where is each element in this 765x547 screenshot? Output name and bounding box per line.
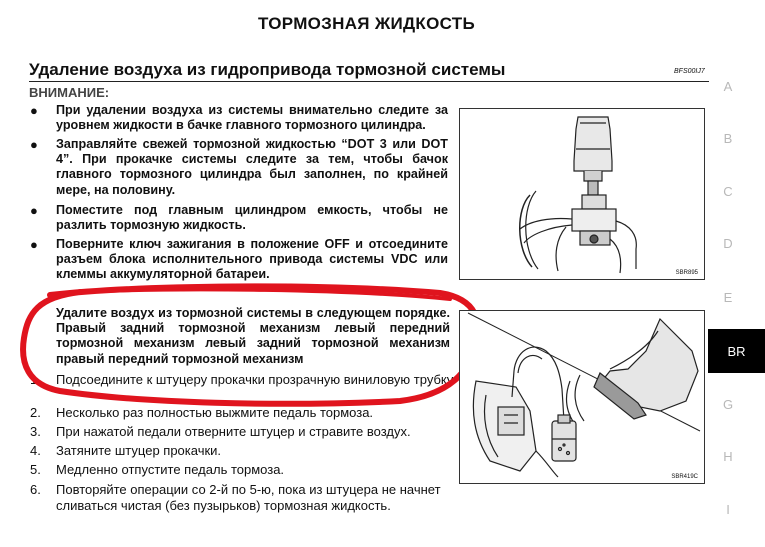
step-number-6: 6. — [30, 482, 41, 497]
section-title: Удаление воздуха из гидропривода тормозной системы — [29, 60, 506, 79]
step-text-5: Медленно отпустите педаль тормоза. — [56, 462, 285, 477]
sidebar-index-g[interactable]: G — [722, 397, 734, 412]
step-text-2: Несколько раз полностью выжмите педаль тормоза. — [56, 405, 374, 420]
sidebar-index-e[interactable]: E — [723, 290, 733, 305]
red-marker-outline — [20, 283, 485, 408]
caliper-bleeding-illustration — [460, 311, 704, 483]
step-number-3: 3. — [30, 424, 41, 439]
step-number-4: 4. — [30, 443, 41, 458]
page-title: ТОРМОЗНАЯ ЖИДКОСТЬ — [258, 14, 475, 33]
sidebar-index-i[interactable]: I — [726, 502, 730, 517]
step-text-1: Подсоедините к штуцеру прокачки прозрачную виниловую трубку. — [56, 372, 456, 387]
figure-code-bottom: SBR419C — [671, 474, 698, 480]
bleeding-order-text: Удалите воздух из тормозной системы в следующем порядке. Правый задний тормозной механизм левый передний тормозной механизм левый задний тормозной механизм правый передний тормозной механизм — [56, 306, 450, 366]
step-number-5: 5. — [30, 462, 41, 477]
master-cylinder-illustration — [460, 109, 704, 279]
sidebar-index-d[interactable]: D — [723, 236, 733, 251]
step-text-4: Затяните штуцер прокачки. — [56, 443, 222, 458]
warning-text-4: Поверните ключ зажигания в положение OFF и отсоедините разъем блока исполнительного привода системы VDC или клеммы аккумуляторной батареи. — [56, 237, 448, 282]
step-text-6: Повторяйте операции со 2-й по 5-ю, пока из штуцера не начнет сливаться чистая (без пузырьков) тормозная жидкость. — [56, 482, 441, 513]
figure-code-top: SBR895 — [675, 270, 698, 276]
step-number-1: 1. — [30, 372, 41, 387]
bullet-3: ● — [30, 203, 38, 218]
step-number-2: 2. — [30, 405, 41, 420]
sidebar-index-b[interactable]: B — [723, 131, 733, 146]
warning-label: ВНИМАНИЕ: — [29, 85, 110, 100]
sidebar-index-h[interactable]: H — [723, 449, 733, 464]
bullet-1: ● — [30, 103, 38, 118]
warning-text-2: Заправляйте свежей тормозной жидкостью “DOT 3 или DOT 4”. При прокачке системы следите за тем, чтобы бачок главного тормозного цилиндра был заполнен, по крайней мере, на половину. — [56, 137, 448, 197]
step-text-3: При нажатой педали отверните штуцер и стравите воздух. — [56, 424, 411, 439]
bullet-2: ● — [30, 137, 38, 152]
warning-text-3: Поместите под главным цилиндром емкость, чтобы не разлить тормозную жидкость. — [56, 203, 448, 233]
sidebar-index-c[interactable]: C — [723, 184, 733, 199]
bullet-4: ● — [30, 237, 38, 252]
section-code: BFS00IJ7 — [674, 68, 705, 75]
sidebar-index-br-active[interactable]: BR — [708, 329, 765, 373]
sidebar-index-a[interactable]: A — [723, 79, 733, 94]
warning-text-1: При удалении воздуха из системы внимательно следите за уровнем жидкости в бачке главного тормозного цилиндра. — [56, 103, 448, 133]
master-cylinder-figure — [459, 108, 705, 280]
title-divider — [29, 81, 709, 82]
caliper-bleeding-figure — [459, 310, 705, 484]
